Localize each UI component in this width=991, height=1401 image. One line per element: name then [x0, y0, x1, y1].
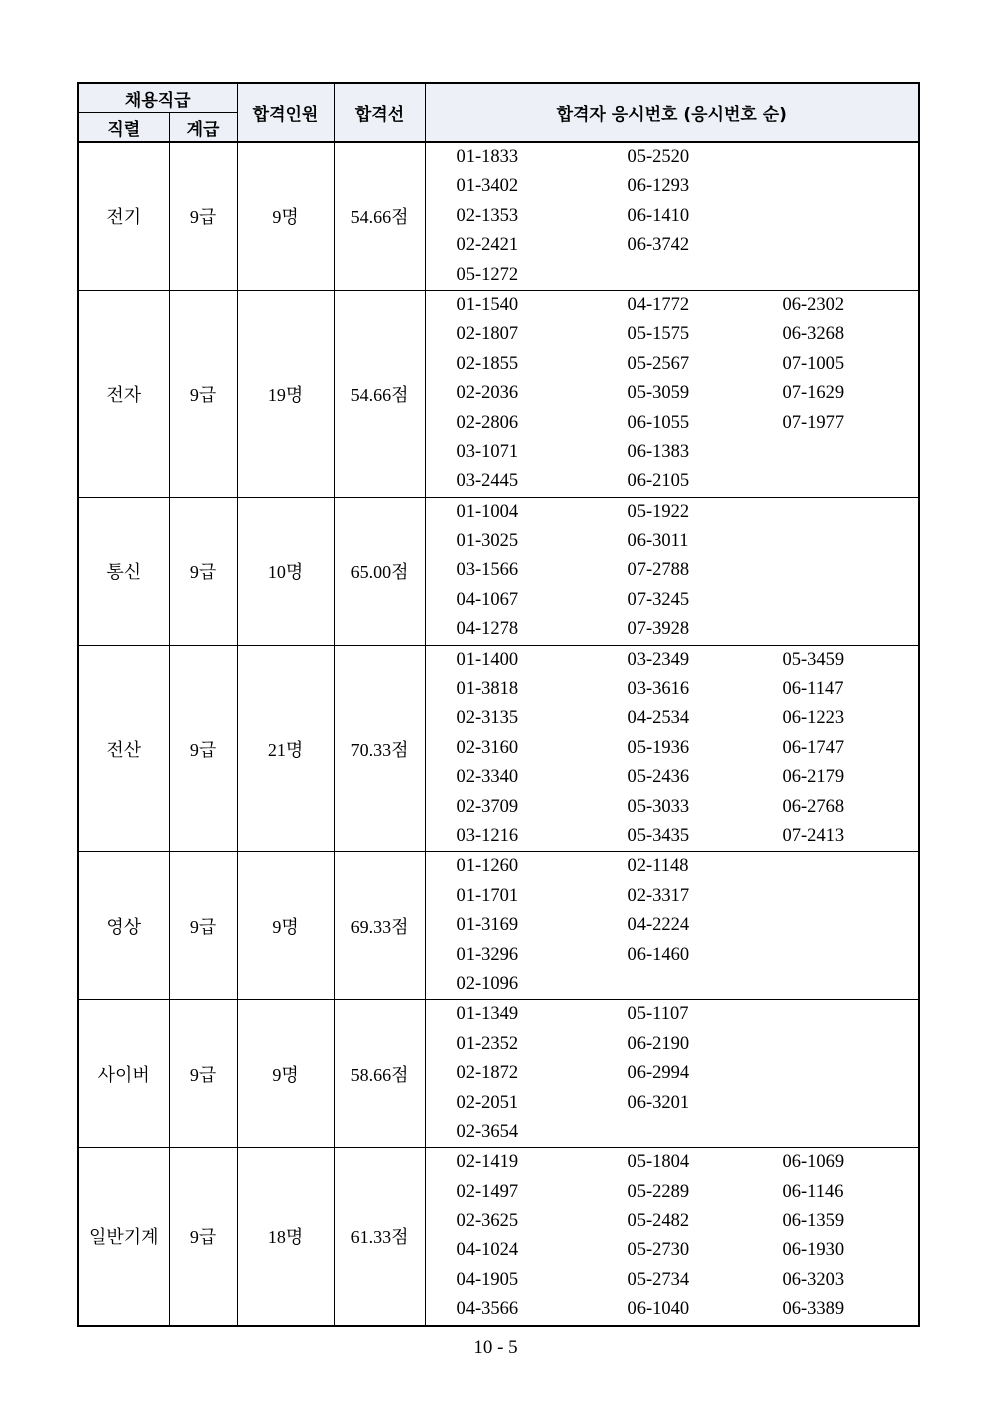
cutoff-cell: 61.33점 [334, 1148, 425, 1326]
exam-number [783, 941, 920, 970]
exam-number: 03-2445 [456, 471, 519, 492]
exam-number: 06-3011 [627, 531, 689, 552]
series-cell: 일반기계 [78, 1148, 169, 1326]
exam-number: 02-2051 [456, 1092, 519, 1113]
table-body [78, 142, 919, 1326]
exam-number: 02-1096 [456, 973, 519, 994]
header-passers: 합격인원 [237, 83, 334, 142]
header-cutoff: 합격선 [334, 83, 425, 142]
exam-number: 03-2349 [627, 649, 690, 670]
exam-number: 02-1353 [456, 205, 519, 226]
exam-number: 04-1772 [627, 294, 690, 315]
exam-number: 05-2734 [627, 1269, 690, 1290]
exam-number: 06-1069 [782, 1152, 845, 1173]
exam-number: 06-1147 [782, 679, 844, 700]
series-cell: 전기 [78, 142, 169, 290]
exam-number: 05-1575 [627, 324, 690, 345]
series-cell: 전산 [78, 645, 169, 852]
exam-number [783, 1000, 920, 1029]
exam-numbers-cell [425, 645, 919, 852]
exam-number [783, 498, 920, 527]
exam-number: 05-1922 [627, 501, 690, 522]
header-grade: 계급 [169, 113, 237, 143]
exam-number: 01-3169 [456, 915, 519, 936]
grade-cell: 9급 [169, 1000, 237, 1148]
exam-number: 07-1977 [782, 412, 845, 433]
exam-number [783, 586, 920, 615]
cutoff-cell: 69.33점 [334, 852, 425, 1000]
exam-number [783, 231, 920, 260]
cutoff-cell: 65.00점 [334, 497, 425, 645]
results-table [77, 82, 920, 1327]
exam-numbers-cell [425, 1000, 919, 1148]
table-row [78, 142, 919, 290]
count-cell: 9명 [237, 142, 334, 290]
exam-numbers-grid [426, 646, 919, 852]
exam-number: 03-1566 [456, 560, 519, 581]
exam-number: 04-1067 [456, 589, 519, 610]
exam-numbers-cell [425, 1148, 919, 1326]
exam-number [783, 882, 920, 911]
exam-number [628, 261, 783, 290]
exam-number: 06-1040 [627, 1299, 690, 1320]
exam-numbers-grid [426, 291, 919, 497]
exam-number: 01-1349 [456, 1004, 519, 1025]
grade-cell: 9급 [169, 497, 237, 645]
exam-number: 01-3818 [456, 679, 519, 700]
exam-number: 05-2520 [627, 147, 690, 167]
series-cell: 통신 [78, 497, 169, 645]
exam-number: 06-2190 [627, 1033, 690, 1054]
exam-number: 06-3389 [782, 1299, 845, 1320]
exam-number: 02-3317 [627, 885, 690, 906]
exam-number: 06-3268 [782, 324, 845, 345]
exam-number [783, 172, 920, 201]
exam-number: 05-2567 [627, 353, 690, 374]
exam-number: 05-1804 [627, 1152, 690, 1173]
exam-number: 05-1107 [627, 1004, 689, 1025]
exam-number: 04-1278 [456, 619, 519, 640]
exam-number: 02-3135 [456, 708, 519, 729]
exam-number: 01-1004 [456, 501, 519, 522]
exam-numbers-grid [426, 1000, 919, 1147]
cutoff-cell: 70.33점 [334, 645, 425, 852]
exam-numbers-cell [425, 142, 919, 290]
exam-numbers-grid [426, 1148, 919, 1324]
exam-number: 02-2421 [456, 235, 519, 256]
exam-number: 04-1905 [456, 1269, 519, 1290]
exam-number: 06-1055 [627, 412, 690, 433]
exam-number: 01-3296 [456, 944, 519, 965]
exam-number: 02-1855 [456, 353, 519, 374]
table-row [78, 1000, 919, 1148]
exam-number: 01-2352 [456, 1033, 519, 1054]
exam-number: 07-1005 [782, 353, 845, 374]
count-cell: 9명 [237, 1000, 334, 1148]
exam-number: 07-1629 [782, 383, 845, 404]
exam-number: 06-1930 [782, 1240, 845, 1261]
exam-number: 04-3566 [456, 1299, 519, 1320]
exam-number [783, 438, 920, 467]
exam-number: 02-1872 [456, 1063, 519, 1084]
exam-number: 03-1071 [456, 441, 519, 462]
header-numbers: 합격자 응시번호 (응시번호 순) [425, 83, 919, 142]
exam-number: 07-3245 [627, 589, 690, 610]
exam-number [783, 143, 920, 172]
exam-number: 06-1410 [627, 205, 690, 226]
exam-number: 01-1701 [456, 885, 519, 906]
count-cell: 18명 [237, 1148, 334, 1326]
exam-number: 02-3340 [456, 767, 519, 788]
exam-number: 06-2179 [782, 767, 845, 788]
exam-numbers-cell [425, 290, 919, 497]
exam-number: 03-3616 [627, 679, 690, 700]
exam-number: 01-3402 [456, 176, 519, 197]
exam-number: 02-1419 [456, 1152, 519, 1173]
exam-number [783, 1118, 920, 1147]
table-row [78, 497, 919, 645]
count-cell: 9명 [237, 852, 334, 1000]
exam-number [783, 467, 920, 496]
exam-number: 06-1460 [627, 944, 690, 965]
exam-numbers-grid [426, 143, 919, 290]
exam-number [783, 261, 920, 290]
exam-number: 03-1216 [456, 825, 519, 846]
exam-number [783, 1089, 920, 1118]
exam-number: 02-2806 [456, 412, 519, 433]
exam-number: 05-2730 [627, 1240, 690, 1261]
exam-number: 06-3203 [782, 1269, 845, 1290]
grade-cell: 9급 [169, 1148, 237, 1326]
exam-number: 06-1747 [782, 737, 845, 758]
grade-cell: 9급 [169, 142, 237, 290]
exam-number: 07-2413 [782, 825, 845, 846]
exam-number [783, 202, 920, 231]
exam-number [783, 615, 920, 644]
count-cell: 21명 [237, 645, 334, 852]
exam-number [628, 1118, 783, 1147]
exam-number: 07-2788 [627, 560, 690, 581]
exam-number: 02-3654 [456, 1121, 519, 1142]
table-row [78, 645, 919, 852]
exam-number [783, 852, 920, 881]
exam-number [783, 527, 920, 556]
table-row [78, 1148, 919, 1326]
exam-number: 05-1936 [627, 737, 690, 758]
cutoff-cell: 58.66점 [334, 1000, 425, 1148]
exam-number: 05-2482 [627, 1211, 690, 1232]
exam-number: 01-1540 [456, 294, 519, 315]
exam-number: 06-2302 [782, 294, 845, 315]
exam-number: 05-2289 [627, 1181, 690, 1202]
exam-number: 05-3435 [627, 825, 690, 846]
count-cell: 10명 [237, 497, 334, 645]
cutoff-cell: 54.66점 [334, 142, 425, 290]
exam-number: 02-3625 [456, 1211, 519, 1232]
exam-number: 05-3459 [782, 649, 845, 670]
table-row [78, 290, 919, 497]
exam-number [628, 970, 783, 999]
exam-numbers-cell [425, 497, 919, 645]
exam-number: 05-3059 [627, 383, 690, 404]
grade-cell: 9급 [169, 645, 237, 852]
exam-number: 05-1272 [456, 264, 519, 285]
exam-number [783, 970, 920, 999]
page-number: 10 - 5 [473, 1337, 518, 1358]
header-series: 직렬 [78, 113, 169, 143]
exam-number: 01-1833 [456, 147, 519, 167]
exam-number: 06-3201 [627, 1092, 690, 1113]
exam-number: 01-1260 [456, 856, 519, 877]
exam-number [783, 556, 920, 585]
exam-number: 05-3033 [627, 796, 690, 817]
exam-number: 02-3709 [456, 796, 519, 817]
header-rank-group: 채용직급 [78, 83, 237, 113]
exam-number: 04-1024 [456, 1240, 519, 1261]
series-cell: 사이버 [78, 1000, 169, 1148]
exam-number: 06-1359 [782, 1211, 845, 1232]
cutoff-cell: 54.66점 [334, 290, 425, 497]
exam-number: 01-3025 [456, 531, 519, 552]
exam-number: 06-2105 [627, 471, 690, 492]
exam-number: 04-2224 [627, 915, 690, 936]
exam-numbers-grid [426, 498, 919, 645]
exam-number [783, 1059, 920, 1088]
exam-number: 01-1400 [456, 649, 519, 670]
count-cell: 19명 [237, 290, 334, 497]
exam-number: 06-1146 [782, 1181, 844, 1202]
exam-number: 07-3928 [627, 619, 690, 640]
series-cell: 전자 [78, 290, 169, 497]
exam-number: 06-1383 [627, 441, 690, 462]
series-cell: 영상 [78, 852, 169, 1000]
exam-number: 06-2994 [627, 1063, 690, 1084]
exam-number: 06-1293 [627, 176, 690, 197]
grade-cell: 9급 [169, 290, 237, 497]
table-header [78, 83, 919, 142]
exam-number: 02-1148 [627, 856, 689, 877]
exam-number [783, 911, 920, 940]
exam-number: 02-1807 [456, 324, 519, 345]
exam-number: 02-3160 [456, 737, 519, 758]
exam-number: 06-2768 [782, 796, 845, 817]
exam-numbers-grid [426, 852, 919, 999]
exam-number: 02-1497 [456, 1181, 519, 1202]
exam-number: 04-2534 [627, 708, 690, 729]
exam-number: 06-3742 [627, 235, 690, 256]
grade-cell: 9급 [169, 852, 237, 1000]
exam-number: 06-1223 [782, 708, 845, 729]
exam-number: 02-2036 [456, 383, 519, 404]
exam-numbers-cell [425, 852, 919, 1000]
exam-number [783, 1030, 920, 1059]
table-row [78, 852, 919, 1000]
exam-number: 05-2436 [627, 767, 690, 788]
